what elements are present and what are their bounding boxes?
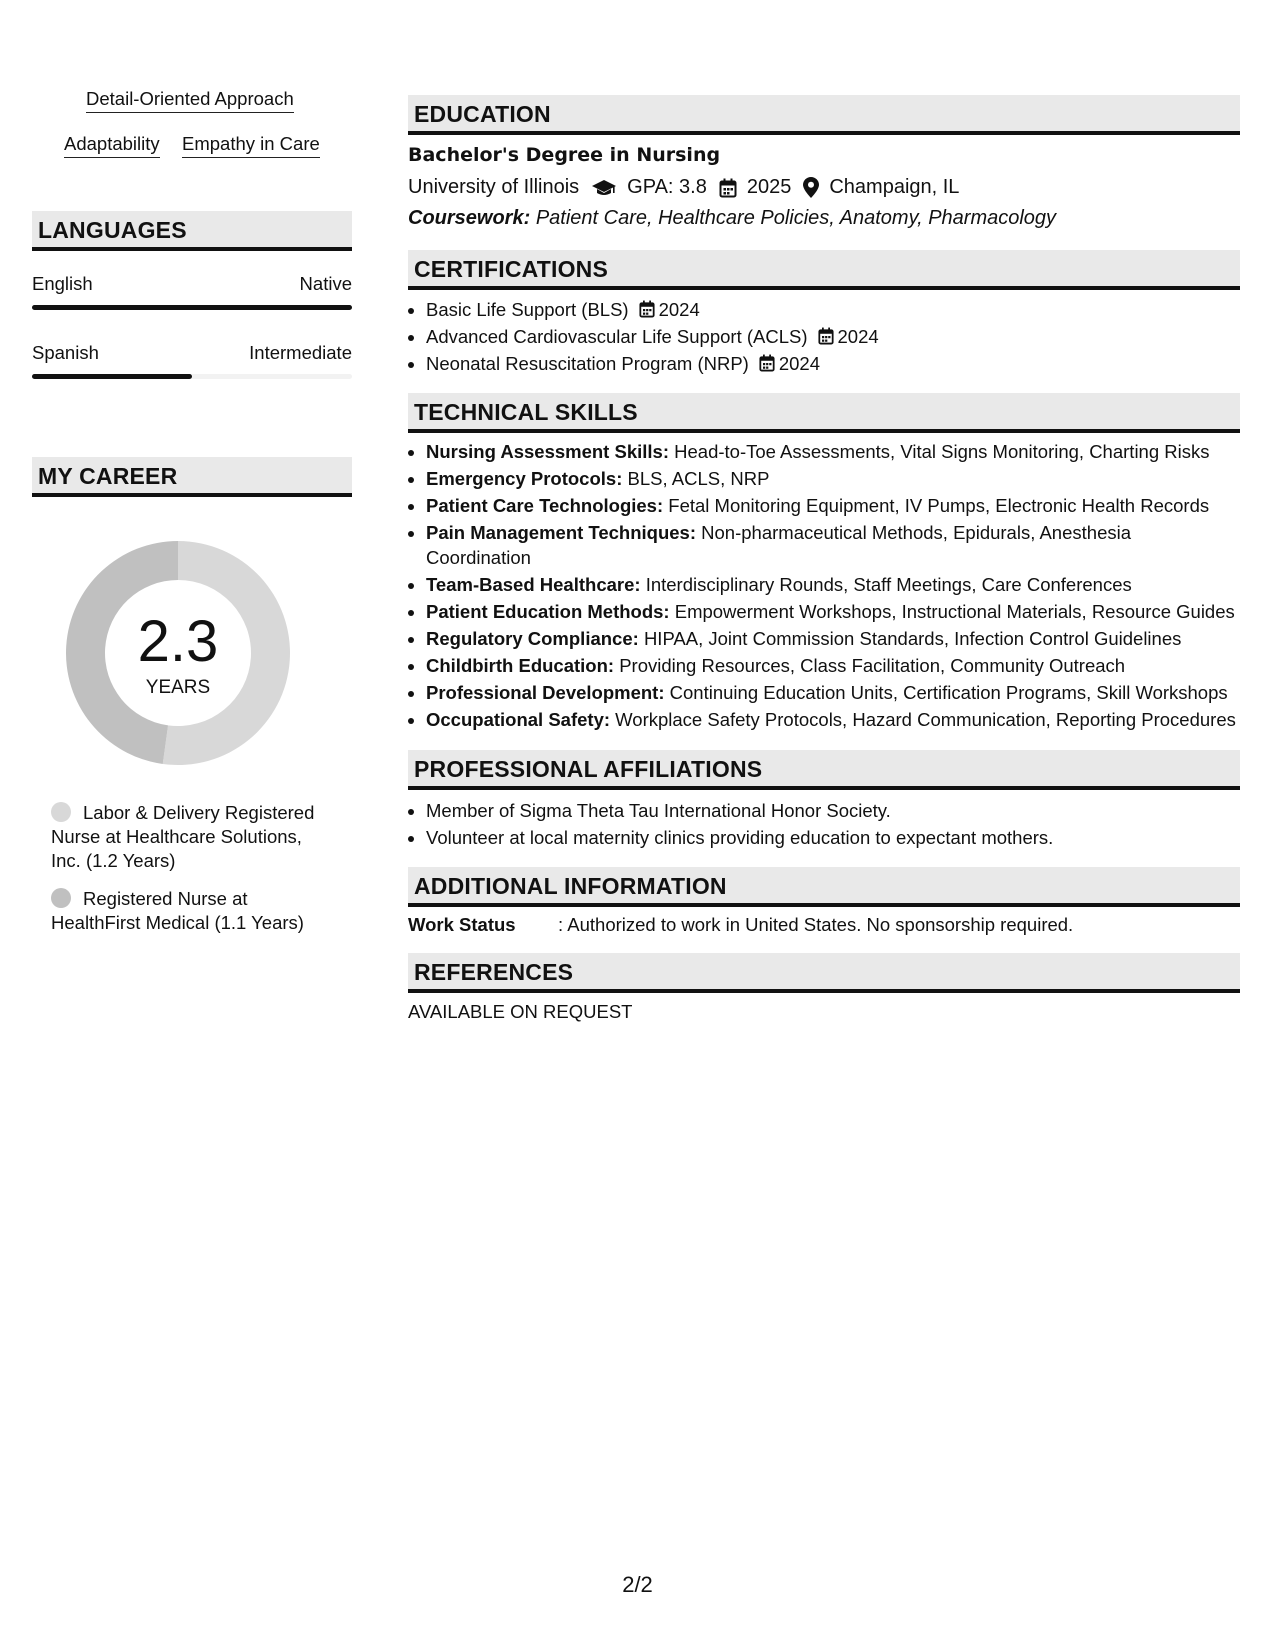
work-status-value: : Authorized to work in United States. No sponsorship required. <box>558 914 1074 935</box>
strength-tag: Detail-Oriented Approach <box>86 88 294 113</box>
certification-year: 2024 <box>837 326 879 347</box>
graduation-cap-icon <box>591 178 617 198</box>
skill-value: BLS, ACLS, NRP <box>627 468 770 489</box>
skill-label: Emergency Protocols: <box>426 468 623 489</box>
language-item <box>32 273 352 313</box>
language-level: Intermediate <box>249 342 352 363</box>
career-total-value: 2.3 <box>137 609 219 674</box>
certification-name: Advanced Cardiovascular Life Support (ACLS) <box>426 326 808 347</box>
certifications-heading: CERTIFICATIONS <box>408 250 1240 290</box>
career-item-text: Registered Nurse at HealthFirst Medical (1.1 Years) <box>51 888 304 933</box>
skill-item <box>426 600 1240 625</box>
school-name: University of Illinois <box>408 176 580 198</box>
skill-label: Childbirth Education: <box>426 654 615 676</box>
language-proficiency-fill <box>32 305 352 310</box>
career-heading: MY CAREER <box>32 457 352 497</box>
career-total-unit: YEARS <box>145 677 211 698</box>
career-donut-chart <box>66 541 290 765</box>
skill-value: Providing Resources, Class Facilitation, Community Outreach <box>619 654 1126 676</box>
calendar-icon <box>759 354 775 372</box>
certification-item <box>426 350 1240 377</box>
certification-year: 2024 <box>778 353 821 374</box>
additional-info-heading: ADDITIONAL INFORMATION <box>408 867 1240 907</box>
skill-item <box>426 467 1240 492</box>
coursework-label: Coursework: <box>408 207 531 229</box>
certification-name: Neonatal Resuscitation Program (NRP) <box>426 353 749 374</box>
page-number: 2/2 <box>622 1572 653 1597</box>
language-proficiency-bar <box>32 305 352 310</box>
skill-item <box>426 440 1240 465</box>
affiliations-heading: PROFESSIONAL AFFILIATIONS <box>408 750 1240 790</box>
skill-value: HIPAA, Joint Commission Standards, Infection Control Guidelines <box>643 627 1182 649</box>
skill-item <box>426 521 1240 570</box>
language-name: English <box>32 273 93 294</box>
certification-item <box>426 296 1240 323</box>
degree-title: Bachelor's Degree in Nursing <box>408 144 721 166</box>
education-meta <box>408 172 1240 203</box>
skill-value: Empowerment Workshops, Instructional Materials, Resource Guides <box>674 600 1235 622</box>
language-proficiency-fill <box>32 374 192 379</box>
affiliation-item: • Member of Sigma Theta Tau International Honor Society. <box>426 797 1240 824</box>
coursework <box>408 203 1240 234</box>
skill-value: Head-to-Toe Assessments, Vital Signs Monitoring, Charting Risks <box>674 441 1210 462</box>
certifications-list <box>408 296 1240 377</box>
career-legend-dot <box>51 802 71 822</box>
skill-item <box>426 494 1240 519</box>
career-item-text: Labor & Delivery Registered Nurse at Healthcare Solutions, Inc. (1.2 Years) <box>51 802 315 871</box>
skill-value: Non-pharmaceutical Methods, Epidurals, Anesthesia Coordination <box>426 522 1132 568</box>
education-heading: EDUCATION <box>408 95 1240 135</box>
work-status-label: Work Status <box>408 914 516 935</box>
coursework-list: Patient Care, Healthcare Policies, Anatomy, Pharmacology <box>535 207 1057 229</box>
skill-value: Interdisciplinary Rounds, Staff Meetings, Care Conferences <box>645 573 1132 595</box>
calendar-icon <box>639 300 655 318</box>
skill-label: Occupational Safety: <box>426 708 611 730</box>
skill-item <box>426 708 1240 733</box>
technical-skills-list <box>408 440 1240 735</box>
skill-label: Patient Education Methods: <box>426 600 670 622</box>
skill-value: Workplace Safety Protocols, Hazard Communication, Reporting Procedures <box>615 708 1236 730</box>
certification-name: Basic Life Support (BLS) <box>426 299 629 320</box>
skill-item <box>426 654 1240 679</box>
languages-heading: LANGUAGES <box>32 211 352 251</box>
strength-tag: Empathy in Care <box>182 133 320 158</box>
career-item <box>51 801 331 873</box>
skill-label: Nursing Assessment Skills: <box>426 441 669 462</box>
strength-tag: Adaptability <box>64 133 160 158</box>
skill-label: Regulatory Compliance: <box>426 627 639 649</box>
skill-label: Team-Based Healthcare: <box>426 573 641 595</box>
skill-value: Continuing Education Units, Certification Programs, Skill Workshops <box>669 681 1228 703</box>
language-name: Spanish <box>32 342 99 363</box>
career-legend-dot <box>51 888 71 908</box>
references-heading: REFERENCES <box>408 953 1240 993</box>
calendar-icon <box>818 327 834 345</box>
language-proficiency-bar <box>32 374 352 379</box>
work-status-row <box>408 914 1240 940</box>
skill-item <box>426 627 1240 652</box>
certification-year: 2024 <box>658 299 700 320</box>
skill-item <box>426 681 1240 706</box>
education-location: Champaign, IL <box>829 176 960 198</box>
references-text: AVAILABLE ON REQUEST <box>408 1001 633 1022</box>
skill-label: Professional Development: <box>426 681 665 703</box>
calendar-icon <box>719 178 737 198</box>
skill-value: Fetal Monitoring Equipment, IV Pumps, Electronic Health Records <box>668 495 1210 516</box>
certification-item <box>426 323 1240 350</box>
graduation-year: 2025 <box>746 176 792 198</box>
gpa: GPA: 3.8 <box>627 176 707 198</box>
affiliations-list <box>408 797 1240 851</box>
skill-item <box>426 573 1240 598</box>
skill-label: Pain Management Techniques: <box>426 522 697 543</box>
map-pin-icon <box>803 177 819 198</box>
education-entry <box>408 141 1240 234</box>
technical-skills-heading: TECHNICAL SKILLS <box>408 393 1240 433</box>
skill-label: Patient Care Technologies: <box>426 495 664 516</box>
language-level: Native <box>299 273 352 294</box>
affiliation-item: • Volunteer at local maternity clinics providing education to expectant mothers. <box>426 824 1240 851</box>
language-item <box>32 342 352 382</box>
career-item <box>51 887 331 935</box>
